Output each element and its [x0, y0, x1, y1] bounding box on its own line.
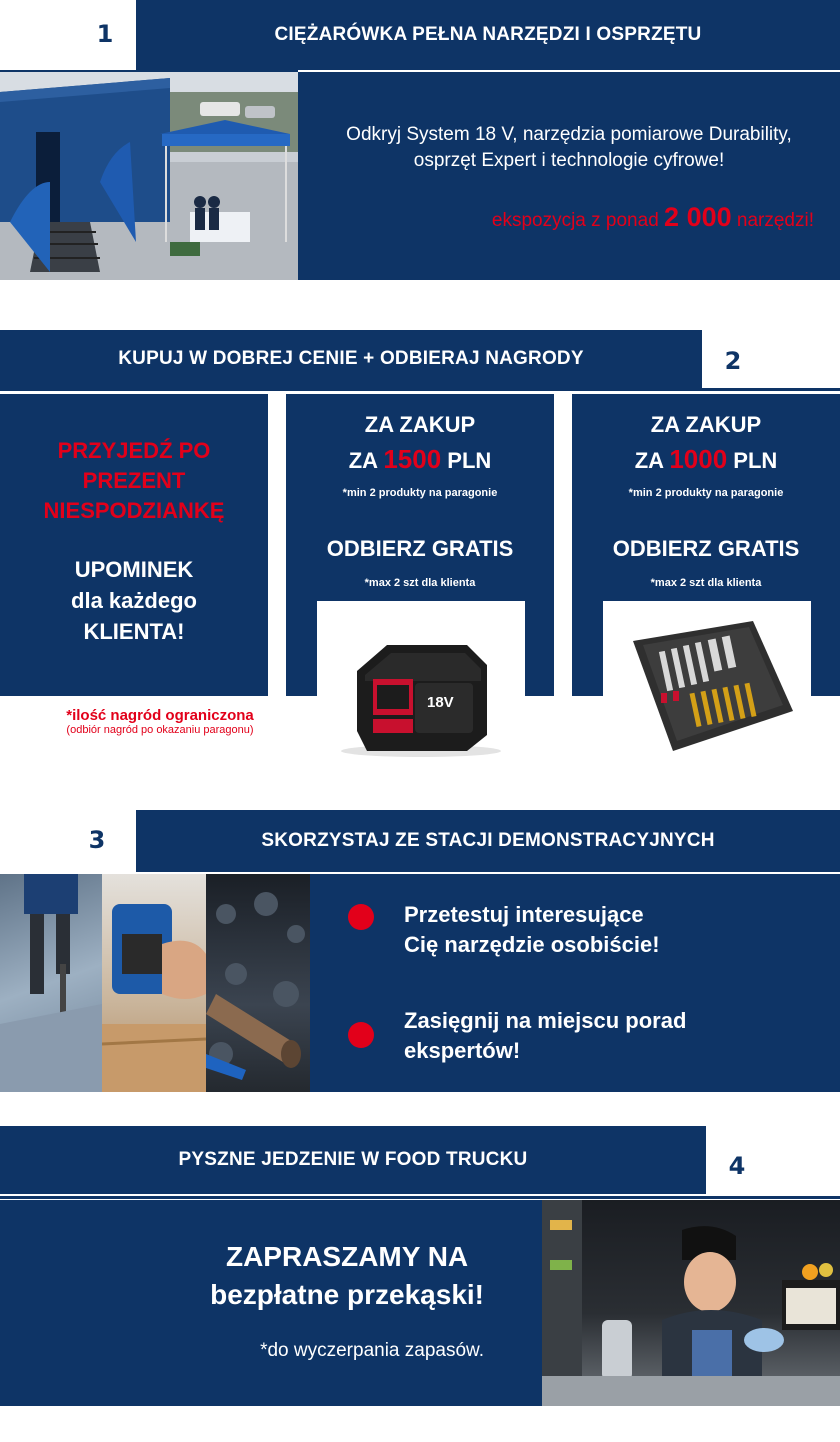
- food-note: *do wyczerpania zapasów.: [260, 1340, 484, 1361]
- section-1-highlight: [492, 202, 814, 233]
- saw-photo: [102, 874, 206, 1092]
- food-invite-line1: ZAPRASZAMY NA: [225, 1241, 469, 1272]
- truck-photo: [0, 72, 298, 280]
- section-3-title: SKORZYSTAJ ZE STACJI DEMONSTRACYJNYCH: [261, 830, 715, 851]
- section-4-number: 4: [728, 1152, 746, 1180]
- gift-footnote-line1: *ilość nagród ograniczona: [66, 707, 254, 724]
- gift-footnote-line2: (odbiór nagród po okazaniu paragonu): [66, 724, 254, 736]
- saw-illustration: [102, 874, 206, 1092]
- demo-bullet-2: [404, 1006, 686, 1066]
- food-truck-panel: [0, 1200, 542, 1406]
- battery-label: 18V: [427, 694, 454, 711]
- surprise-red-line1: PRZYJEDŹ PO: [57, 438, 211, 463]
- food-invite-line2: bezpłatne przekąski!: [210, 1279, 484, 1310]
- surprise-white-line3: KLIENTA!: [83, 619, 185, 644]
- demo-bullet-1-line1: Przetestuj interesujące: [404, 902, 644, 927]
- surprise-white-line1: UPOMINEK: [74, 557, 194, 582]
- purchase-1500-gift: ODBIERZ GRATIS: [326, 536, 514, 561]
- demo-bullet-2-line1: Zasięgnij na miejscu porad: [404, 1008, 687, 1033]
- purchase-1500-line2: [286, 442, 554, 478]
- surprise-red-line3: NIESPODZIANKĘ: [43, 498, 225, 523]
- bullet-dot-1: [348, 904, 374, 930]
- purchase-1000-note1: *min 2 produkty na paragonie: [628, 487, 784, 499]
- surprise-white-line2: dla każdego: [71, 588, 197, 613]
- highlight-number: 2 000: [664, 202, 732, 232]
- purchase-1500-line1: ZA ZAKUP: [364, 412, 476, 437]
- purchase-1000-line2: [572, 442, 840, 478]
- purchase-1000-gift: ODBIERZ GRATIS: [612, 536, 800, 561]
- drill-illustration: [0, 874, 102, 1092]
- food-truck-illustration: [542, 1200, 840, 1406]
- section-2-title: KUPUJ W DOBREJ CENIE + ODBIERAJ NAGRODY: [118, 348, 584, 369]
- battery-icon: [317, 601, 525, 766]
- purchase-1500-prefix: ZA: [348, 448, 384, 473]
- purchase-1500-note2: *max 2 szt dla klienta: [364, 577, 476, 589]
- demo-bullet-2-line2: ekspertów!: [404, 1038, 521, 1063]
- section-1-number: 1: [96, 20, 114, 48]
- drill-photo: [0, 874, 102, 1092]
- purchase-1000-line1: ZA ZAKUP: [650, 412, 762, 437]
- purchase-1000-suffix: PLN: [727, 448, 778, 473]
- highlight-prefix: ekspozycja z ponad: [491, 210, 665, 231]
- section-1-desc-line1: Odkryj System 18 V, narzędzia pomiarowe Durability,: [346, 124, 792, 145]
- surprise-gift-red-text: [0, 436, 268, 526]
- section-4-rule: [0, 1196, 840, 1199]
- section-1-info-panel: [298, 72, 840, 280]
- section-1-description: [298, 122, 840, 174]
- section-4-title: PYSZNE JEDZENIE W FOOD TRUCKU: [178, 1149, 528, 1170]
- section-2-number: 2: [724, 347, 742, 375]
- purchase-1500-note1: *min 2 produkty na paragonie: [342, 487, 498, 499]
- purchase-1000-note2: *max 2 szt dla klienta: [650, 577, 762, 589]
- section-3-number: 3: [88, 826, 106, 854]
- surprise-gift-card: [0, 394, 268, 696]
- purchase-1500-heading: [286, 408, 554, 478]
- surprise-red-line2: PREZENT: [82, 468, 186, 493]
- purchase-1500-suffix: PLN: [441, 448, 492, 473]
- purchase-1000-heading: [572, 408, 840, 478]
- demo-stations-panel: [310, 874, 840, 1092]
- pipe-photo: [206, 874, 310, 1092]
- food-invite: [210, 1238, 484, 1314]
- purchase-1000-amount: 1000: [669, 444, 728, 474]
- section-1-title: CIĘŻARÓWKA PEŁNA NARZĘDZI I OSPRZĘTU: [274, 24, 702, 45]
- food-truck-photo: [542, 1200, 840, 1406]
- gift-footnote: [40, 707, 280, 736]
- demo-bullet-1-line2: Cię narzędzie osobiście!: [404, 932, 660, 957]
- section-3-title-bar: [136, 810, 840, 872]
- section-1-title-bar: [136, 0, 840, 70]
- bit-set-image-frame: [603, 601, 811, 766]
- section-4-title-bar: [0, 1126, 706, 1194]
- truck-illustration: [0, 72, 298, 280]
- purchase-1500-amount: 1500: [383, 444, 442, 474]
- section-2-title-bar: [0, 330, 702, 388]
- surprise-gift-white-text: [0, 554, 268, 647]
- demo-bullet-1: [404, 900, 660, 960]
- purchase-1000-prefix: ZA: [634, 448, 670, 473]
- bullet-dot-2: [348, 1022, 374, 1048]
- section-2-rule: [0, 388, 840, 391]
- battery-image-frame: [317, 601, 525, 766]
- pipe-illustration: [206, 874, 310, 1092]
- highlight-suffix: narzędzi!: [731, 210, 814, 231]
- bit-set-icon: [603, 601, 811, 766]
- section-1-desc-line2: osprzęt Expert i technologie cyfrowe!: [413, 150, 725, 171]
